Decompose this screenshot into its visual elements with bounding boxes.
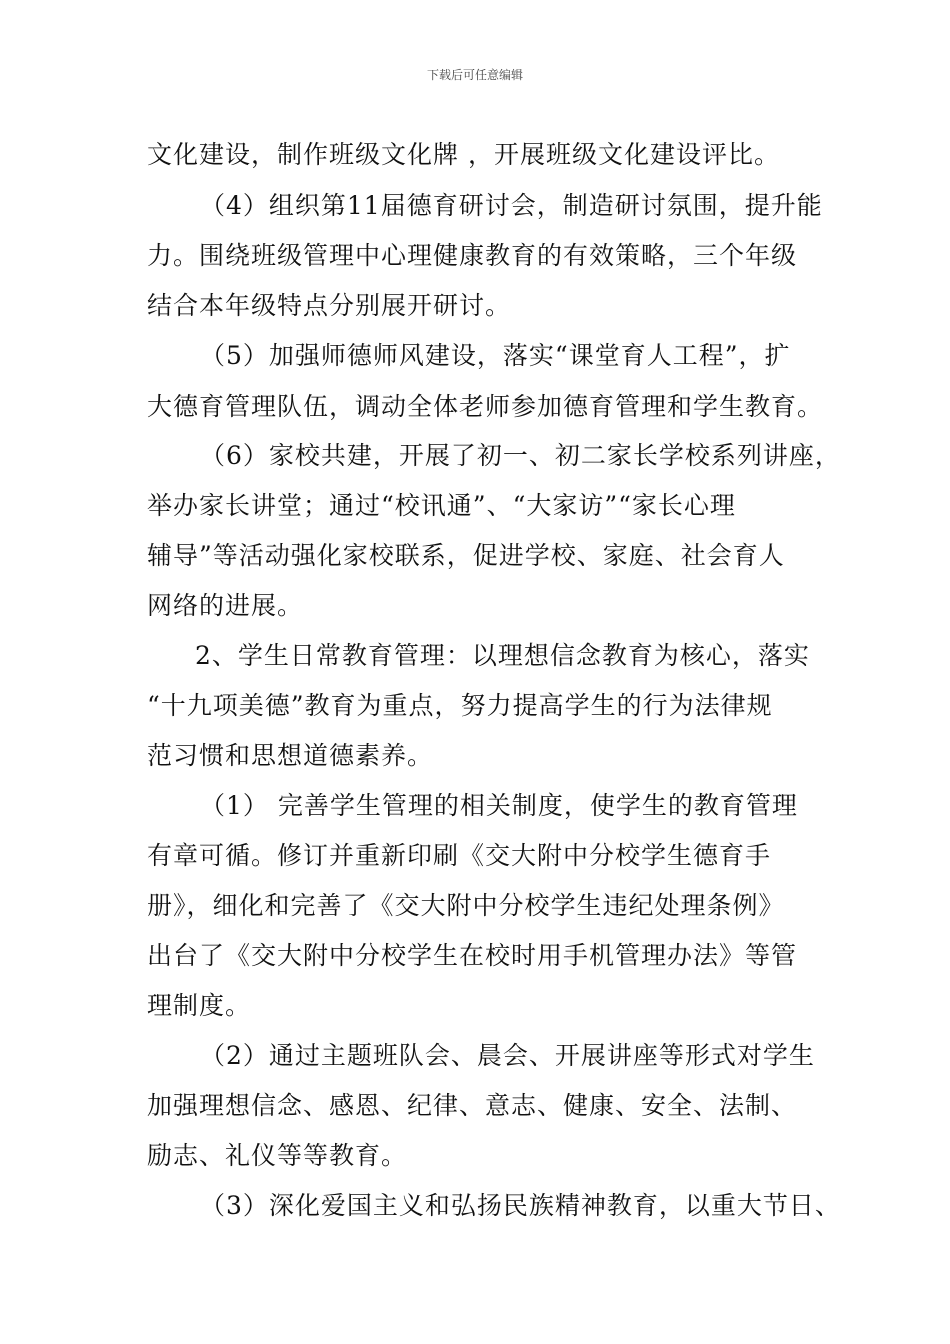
text-line: （6）家校共建，开展了初一、初二家长学校系列讲座， <box>200 441 841 470</box>
text-line: 加强理想信念、感恩、纪律、意志、健康、安全、法制、 <box>147 1091 798 1120</box>
text-line: 范习惯和思想道德素养。 <box>147 741 434 770</box>
text-line: 文化建设，制作班级文化牌 ，开展班级文化建设评比。 <box>147 140 780 169</box>
text-line: 理制度。 <box>147 991 252 1020</box>
text-line: 有章可循。修订并重新印刷《交大附中分校学生德育手 <box>147 841 772 870</box>
text-line: 辅导”等活动强化家校联系，促进学校、家庭、社会育人 <box>147 541 785 570</box>
text-line: 2、学生日常教育管理：以理想信念教育为核心，落实 <box>195 641 810 670</box>
text-line: 力。围绕班级管理中心理健康教育的有效策略，三个年级 <box>147 241 798 270</box>
text-line: 结合本年级特点分别展开研讨。 <box>147 291 512 320</box>
text-line: （3）深化爱国主义和弘扬民族精神教育，以重大节日、 <box>200 1191 841 1220</box>
text-line: 出台了《交大附中分校学生在校时用手机管理办法》等管 <box>147 941 798 970</box>
text-line: （1） 完善学生管理的相关制度，使学生的教育管理 <box>200 791 798 820</box>
text-line: “十九项美德”教育为重点，努力提高学生的行为法律规 <box>147 691 773 720</box>
text-line: 册》，细化和完善了《交大附中分校学生违纪处理条例》 <box>147 891 785 920</box>
text-line: 励志、礼仪等等教育。 <box>147 1141 408 1170</box>
text-line: （4）组织第11届德育研讨会，制造研讨氛围，提升能 <box>200 191 823 220</box>
page-header: 下载后可任意编辑 <box>426 68 523 82</box>
text-line: 网络的进展。 <box>147 591 304 620</box>
text-line: （5）加强师德师风建设，落实“课堂育人工程”，扩 <box>200 341 791 370</box>
text-line: 大德育管理队伍，调动全体老师参加德育管理和学生教育。 <box>147 392 824 421</box>
text-line: 举办家长讲堂；通过“校讯通”、“大家访”“家长心理 <box>147 491 736 520</box>
text-line: （2）通过主题班队会、晨会、开展讲座等形式对学生 <box>200 1041 815 1070</box>
